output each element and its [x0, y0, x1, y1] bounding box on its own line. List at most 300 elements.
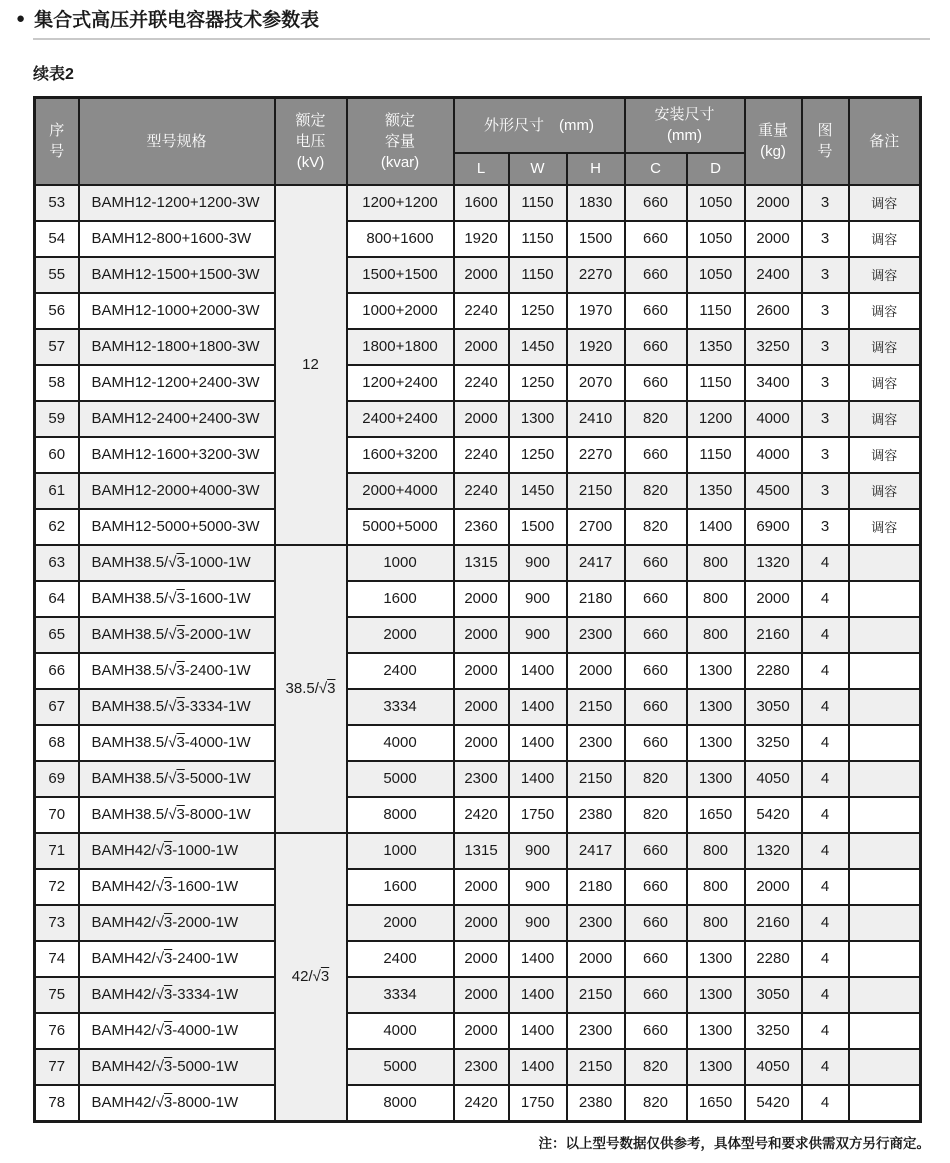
cell-model: BAMH38.5/√3-1000-1W [79, 545, 275, 581]
cell-model: BAMH38.5/√3-4000-1W [79, 725, 275, 761]
table-row [35, 977, 921, 1013]
cell-model: BAMH42/√3-1000-1W [79, 833, 275, 869]
cell-dim-h: 2150 [567, 1049, 625, 1085]
spec-table [33, 96, 922, 1123]
table-row [35, 329, 921, 365]
cell-remark [849, 833, 921, 869]
cell-remark [849, 941, 921, 977]
cell-capacity: 2000 [347, 905, 454, 941]
cell-dim-h: 2180 [567, 581, 625, 617]
cell-dim-h: 2000 [567, 941, 625, 977]
table-row [35, 1085, 921, 1122]
cell-no: 72 [35, 869, 79, 905]
header-install-unit: (mm) [667, 127, 702, 145]
cell-install-d: 800 [687, 545, 745, 581]
cell-install-c: 660 [625, 653, 687, 689]
cell-dim-l: 2000 [454, 689, 509, 725]
cell-rated-voltage: 42/√3 [275, 833, 347, 1122]
cell-install-d: 800 [687, 617, 745, 653]
cell-dim-h: 2380 [567, 797, 625, 833]
cell-dim-h: 2070 [567, 365, 625, 401]
cell-no: 73 [35, 905, 79, 941]
table-row [35, 365, 921, 401]
table-row [35, 797, 921, 833]
cell-weight: 2160 [745, 905, 802, 941]
cell-figure-no: 4 [802, 617, 849, 653]
cell-weight: 5420 [745, 1085, 802, 1122]
cell-install-d: 800 [687, 869, 745, 905]
cell-remark [849, 905, 921, 941]
cell-no: 60 [35, 437, 79, 473]
cell-weight: 4000 [745, 401, 802, 437]
cell-figure-no: 4 [802, 941, 849, 977]
table-row [35, 833, 921, 869]
cell-install-d: 1300 [687, 977, 745, 1013]
cell-model: BAMH12-5000+5000-3W [79, 509, 275, 545]
cell-capacity: 1000+2000 [347, 293, 454, 329]
cell-weight: 1320 [745, 833, 802, 869]
cell-no: 65 [35, 617, 79, 653]
cell-figure-no: 3 [802, 473, 849, 509]
cell-dim-h: 2270 [567, 437, 625, 473]
cell-install-c: 660 [625, 905, 687, 941]
cell-dim-w: 900 [509, 905, 567, 941]
cell-model: BAMH12-800+1600-3W [79, 221, 275, 257]
header-remark: 备注 [849, 98, 921, 185]
header-weight-unit: (kg) [760, 143, 786, 161]
cell-dim-l: 2420 [454, 797, 509, 833]
table-row [35, 545, 921, 581]
cell-capacity: 1500+1500 [347, 257, 454, 293]
cell-capacity: 3334 [347, 977, 454, 1013]
cell-install-c: 660 [625, 329, 687, 365]
cell-dim-l: 1315 [454, 833, 509, 869]
cell-capacity: 1600+3200 [347, 437, 454, 473]
cell-capacity: 8000 [347, 797, 454, 833]
cell-install-c: 660 [625, 437, 687, 473]
cell-model: BAMH38.5/√3-5000-1W [79, 761, 275, 797]
title-divider [33, 38, 930, 40]
cell-install-c: 660 [625, 833, 687, 869]
cell-capacity: 5000+5000 [347, 509, 454, 545]
cell-no: 77 [35, 1049, 79, 1085]
cell-dim-w: 1250 [509, 293, 567, 329]
cell-model: BAMH12-1000+2000-3W [79, 293, 275, 329]
cell-dim-l: 2000 [454, 1013, 509, 1049]
table-row [35, 905, 921, 941]
cell-dim-l: 1600 [454, 185, 509, 221]
cell-weight: 4500 [745, 473, 802, 509]
cell-dim-l: 2000 [454, 653, 509, 689]
cell-no: 63 [35, 545, 79, 581]
cell-capacity: 2000+4000 [347, 473, 454, 509]
table-row [35, 581, 921, 617]
cell-dim-h: 2300 [567, 905, 625, 941]
cell-remark [849, 761, 921, 797]
cell-dim-w: 1450 [509, 329, 567, 365]
cell-remark [849, 1013, 921, 1049]
table-row [35, 401, 921, 437]
table-row [35, 761, 921, 797]
cell-no: 57 [35, 329, 79, 365]
cell-figure-no: 3 [802, 221, 849, 257]
cell-figure-no: 4 [802, 977, 849, 1013]
cell-figure-no: 3 [802, 257, 849, 293]
page-title [16, 5, 950, 32]
header-capacity-unit: (kvar) [380, 153, 420, 171]
header-C: C [625, 153, 687, 185]
cell-no: 76 [35, 1013, 79, 1049]
cell-weight: 4050 [745, 761, 802, 797]
header-W: W [509, 153, 567, 185]
table-row [35, 869, 921, 905]
cell-install-d: 1400 [687, 509, 745, 545]
cell-rated-voltage: 12 [275, 185, 347, 545]
header-capacity-line1: 额定 [384, 111, 415, 129]
cell-install-c: 660 [625, 1013, 687, 1049]
cell-dim-h: 1920 [567, 329, 625, 365]
table-row [35, 509, 921, 545]
cell-install-c: 660 [625, 869, 687, 905]
cell-dim-w: 1500 [509, 509, 567, 545]
cell-dim-w: 900 [509, 581, 567, 617]
cell-capacity: 2400 [347, 653, 454, 689]
header-capacity-line2: 容量 [384, 132, 415, 150]
table-row [35, 437, 921, 473]
cell-weight: 6900 [745, 509, 802, 545]
cell-remark: 调容 [849, 257, 921, 293]
cell-capacity: 1600 [347, 869, 454, 905]
cell-model: BAMH42/√3-8000-1W [79, 1085, 275, 1122]
cell-remark [849, 617, 921, 653]
cell-dim-h: 2417 [567, 545, 625, 581]
table-row [35, 221, 921, 257]
table-row [35, 293, 921, 329]
cell-install-d: 800 [687, 833, 745, 869]
cell-no: 53 [35, 185, 79, 221]
cell-capacity: 1000 [347, 833, 454, 869]
header-H: H [567, 153, 625, 185]
cell-install-c: 660 [625, 365, 687, 401]
cell-install-d: 1350 [687, 329, 745, 365]
header-voltage [275, 98, 347, 185]
cell-weight: 3050 [745, 689, 802, 725]
cell-model: BAMH12-1600+3200-3W [79, 437, 275, 473]
cell-figure-no: 4 [802, 1049, 849, 1085]
cell-install-c: 660 [625, 257, 687, 293]
header-capacity [347, 98, 454, 185]
cell-dim-w: 900 [509, 545, 567, 581]
table-row [35, 1049, 921, 1085]
cell-install-c: 660 [625, 689, 687, 725]
table-row [35, 653, 921, 689]
table-header [35, 98, 921, 185]
cell-capacity: 1600 [347, 581, 454, 617]
cell-install-d: 1150 [687, 437, 745, 473]
cell-install-d: 1650 [687, 797, 745, 833]
cell-weight: 2000 [745, 221, 802, 257]
cell-figure-no: 3 [802, 401, 849, 437]
cell-install-c: 820 [625, 1049, 687, 1085]
cell-figure-no: 3 [802, 365, 849, 401]
cell-dim-h: 2150 [567, 689, 625, 725]
cell-model: BAMH42/√3-3334-1W [79, 977, 275, 1013]
cell-install-d: 1050 [687, 185, 745, 221]
cell-no: 67 [35, 689, 79, 725]
cell-no: 54 [35, 221, 79, 257]
cell-dim-h: 1830 [567, 185, 625, 221]
cell-install-d: 800 [687, 905, 745, 941]
cell-dim-h: 2700 [567, 509, 625, 545]
cell-capacity: 5000 [347, 761, 454, 797]
header-D: D [687, 153, 745, 185]
cell-dim-w: 1400 [509, 941, 567, 977]
cell-dim-w: 1150 [509, 221, 567, 257]
cell-dim-l: 2000 [454, 869, 509, 905]
cell-weight: 2280 [745, 941, 802, 977]
cell-dim-h: 2180 [567, 869, 625, 905]
cell-dim-w: 900 [509, 617, 567, 653]
cell-weight: 3050 [745, 977, 802, 1013]
cell-dim-w: 1400 [509, 1013, 567, 1049]
cell-weight: 1320 [745, 545, 802, 581]
cell-dim-w: 1400 [509, 689, 567, 725]
cell-install-c: 820 [625, 1085, 687, 1122]
table-row [35, 725, 921, 761]
header-model: 型号规格 [79, 98, 275, 185]
cell-no: 69 [35, 761, 79, 797]
cell-no: 55 [35, 257, 79, 293]
cell-dim-l: 2000 [454, 581, 509, 617]
cell-capacity: 2400+2400 [347, 401, 454, 437]
cell-rated-voltage: 38.5/√3 [275, 545, 347, 833]
cell-remark: 调容 [849, 401, 921, 437]
cell-capacity: 3334 [347, 689, 454, 725]
cell-model: BAMH12-1500+1500-3W [79, 257, 275, 293]
cell-no: 78 [35, 1085, 79, 1122]
cell-no: 66 [35, 653, 79, 689]
header-voltage-unit: (kV) [296, 153, 325, 171]
header-install-line1: 安装尺寸 [654, 106, 715, 124]
cell-figure-no: 4 [802, 905, 849, 941]
cell-dim-l: 2000 [454, 725, 509, 761]
table-row [35, 473, 921, 509]
cell-model: BAMH42/√3-2400-1W [79, 941, 275, 977]
cell-dim-w: 1750 [509, 1085, 567, 1122]
cell-figure-no: 4 [802, 545, 849, 581]
cell-install-c: 820 [625, 509, 687, 545]
cell-remark [849, 581, 921, 617]
header-weight-line1: 重量 [758, 122, 789, 140]
cell-remark [849, 977, 921, 1013]
cell-install-c: 660 [625, 725, 687, 761]
cell-install-d: 1300 [687, 725, 745, 761]
cell-dim-h: 2410 [567, 401, 625, 437]
cell-dim-w: 1400 [509, 725, 567, 761]
table-row [35, 1013, 921, 1049]
cell-remark [849, 797, 921, 833]
cell-dim-w: 1250 [509, 365, 567, 401]
cell-dim-h: 2300 [567, 617, 625, 653]
cell-remark [849, 1049, 921, 1085]
cell-weight: 4000 [745, 437, 802, 473]
cell-weight: 2000 [745, 581, 802, 617]
cell-dim-w: 1400 [509, 653, 567, 689]
cell-install-c: 660 [625, 941, 687, 977]
cell-remark: 调容 [849, 293, 921, 329]
cell-no: 74 [35, 941, 79, 977]
header-L: L [454, 153, 509, 185]
cell-figure-no: 4 [802, 833, 849, 869]
cell-model: BAMH42/√3-4000-1W [79, 1013, 275, 1049]
cell-no: 58 [35, 365, 79, 401]
cell-install-c: 820 [625, 797, 687, 833]
cell-dim-h: 2150 [567, 977, 625, 1013]
cell-capacity: 800+1600 [347, 221, 454, 257]
cell-weight: 2280 [745, 653, 802, 689]
cell-capacity: 1800+1800 [347, 329, 454, 365]
cell-capacity: 4000 [347, 1013, 454, 1049]
cell-model: BAMH42/√3-5000-1W [79, 1049, 275, 1085]
cell-install-d: 1300 [687, 689, 745, 725]
table-body [35, 185, 921, 1122]
cell-no: 59 [35, 401, 79, 437]
cell-weight: 2000 [745, 869, 802, 905]
cell-install-d: 1200 [687, 401, 745, 437]
cell-install-c: 820 [625, 473, 687, 509]
cell-figure-no: 4 [802, 761, 849, 797]
cell-model: BAMH12-1200+1200-3W [79, 185, 275, 221]
cell-weight: 2000 [745, 185, 802, 221]
header-install-dims [625, 98, 745, 153]
cell-install-c: 660 [625, 221, 687, 257]
bullet-icon: ● [16, 10, 26, 27]
cell-dim-l: 2000 [454, 329, 509, 365]
cell-model: BAMH38.5/√3-1600-1W [79, 581, 275, 617]
cell-dim-h: 1970 [567, 293, 625, 329]
cell-weight: 2160 [745, 617, 802, 653]
cell-install-d: 1050 [687, 221, 745, 257]
cell-figure-no: 3 [802, 329, 849, 365]
cell-install-d: 1300 [687, 941, 745, 977]
cell-install-c: 660 [625, 581, 687, 617]
cell-model: BAMH12-2000+4000-3W [79, 473, 275, 509]
cell-install-c: 660 [625, 293, 687, 329]
cell-dim-l: 2000 [454, 617, 509, 653]
cell-dim-l: 2300 [454, 1049, 509, 1085]
cell-dim-h: 2417 [567, 833, 625, 869]
cell-dim-l: 2420 [454, 1085, 509, 1122]
cell-dim-h: 2300 [567, 725, 625, 761]
cell-dim-h: 1500 [567, 221, 625, 257]
cell-figure-no: 3 [802, 185, 849, 221]
cell-dim-l: 2000 [454, 977, 509, 1013]
table-row [35, 941, 921, 977]
cell-remark: 调容 [849, 221, 921, 257]
cell-model: BAMH38.5/√3-2000-1W [79, 617, 275, 653]
cell-dim-l: 2240 [454, 437, 509, 473]
cell-weight: 2600 [745, 293, 802, 329]
cell-install-d: 1050 [687, 257, 745, 293]
cell-dim-h: 2270 [567, 257, 625, 293]
cell-weight: 3250 [745, 725, 802, 761]
cell-dim-w: 1400 [509, 1049, 567, 1085]
cell-install-d: 1150 [687, 365, 745, 401]
cell-no: 56 [35, 293, 79, 329]
cell-weight: 4050 [745, 1049, 802, 1085]
cell-no: 71 [35, 833, 79, 869]
cell-dim-w: 1400 [509, 761, 567, 797]
cell-no: 68 [35, 725, 79, 761]
cell-model: BAMH38.5/√3-3334-1W [79, 689, 275, 725]
cell-no: 61 [35, 473, 79, 509]
cell-dim-w: 1750 [509, 797, 567, 833]
cell-figure-no: 4 [802, 689, 849, 725]
cell-capacity: 8000 [347, 1085, 454, 1122]
cell-figure-no: 4 [802, 725, 849, 761]
cell-dim-l: 1315 [454, 545, 509, 581]
cell-remark [849, 1085, 921, 1122]
cell-dim-l: 2300 [454, 761, 509, 797]
cell-dim-w: 1150 [509, 257, 567, 293]
cell-remark: 调容 [849, 473, 921, 509]
cell-install-c: 660 [625, 977, 687, 1013]
cell-dim-l: 2240 [454, 473, 509, 509]
table-footnote: 注：以上型号数据仅供参考，具体型号和要求供需双方另行商定。 [538, 1135, 930, 1151]
header-voltage-line1: 额定 [295, 111, 326, 129]
cell-figure-no: 4 [802, 1013, 849, 1049]
cell-capacity: 5000 [347, 1049, 454, 1085]
header-no-line2: 号 [49, 143, 65, 161]
cell-weight: 2400 [745, 257, 802, 293]
cell-dim-l: 1920 [454, 221, 509, 257]
cell-figure-no: 4 [802, 653, 849, 689]
cell-no: 70 [35, 797, 79, 833]
cell-dim-l: 2000 [454, 905, 509, 941]
cell-dim-h: 2150 [567, 473, 625, 509]
cell-dim-w: 900 [509, 869, 567, 905]
cell-dim-h: 2380 [567, 1085, 625, 1122]
cell-dim-h: 2150 [567, 761, 625, 797]
cell-install-c: 660 [625, 545, 687, 581]
cell-weight: 3250 [745, 1013, 802, 1049]
cell-remark [849, 869, 921, 905]
cell-capacity: 1200+2400 [347, 365, 454, 401]
cell-dim-l: 2000 [454, 257, 509, 293]
cell-remark [849, 689, 921, 725]
cell-install-d: 1300 [687, 761, 745, 797]
cell-install-c: 820 [625, 401, 687, 437]
cell-model: BAMH42/√3-2000-1W [79, 905, 275, 941]
cell-dim-w: 1150 [509, 185, 567, 221]
cell-weight: 3250 [745, 329, 802, 365]
cell-dim-l: 2240 [454, 293, 509, 329]
cell-weight: 5420 [745, 797, 802, 833]
cell-dim-l: 2000 [454, 401, 509, 437]
cell-model: BAMH12-2400+2400-3W [79, 401, 275, 437]
cell-figure-no: 4 [802, 581, 849, 617]
cell-install-d: 1150 [687, 293, 745, 329]
cell-figure-no: 4 [802, 797, 849, 833]
cell-capacity: 2400 [347, 941, 454, 977]
page-title-text: 集合式高压并联电容器技术参数表 [34, 10, 320, 31]
cell-install-c: 660 [625, 617, 687, 653]
cell-install-c: 660 [625, 185, 687, 221]
cell-dim-l: 2360 [454, 509, 509, 545]
table-row [35, 617, 921, 653]
cell-dim-w: 1450 [509, 473, 567, 509]
cell-model: BAMH42/√3-1600-1W [79, 869, 275, 905]
